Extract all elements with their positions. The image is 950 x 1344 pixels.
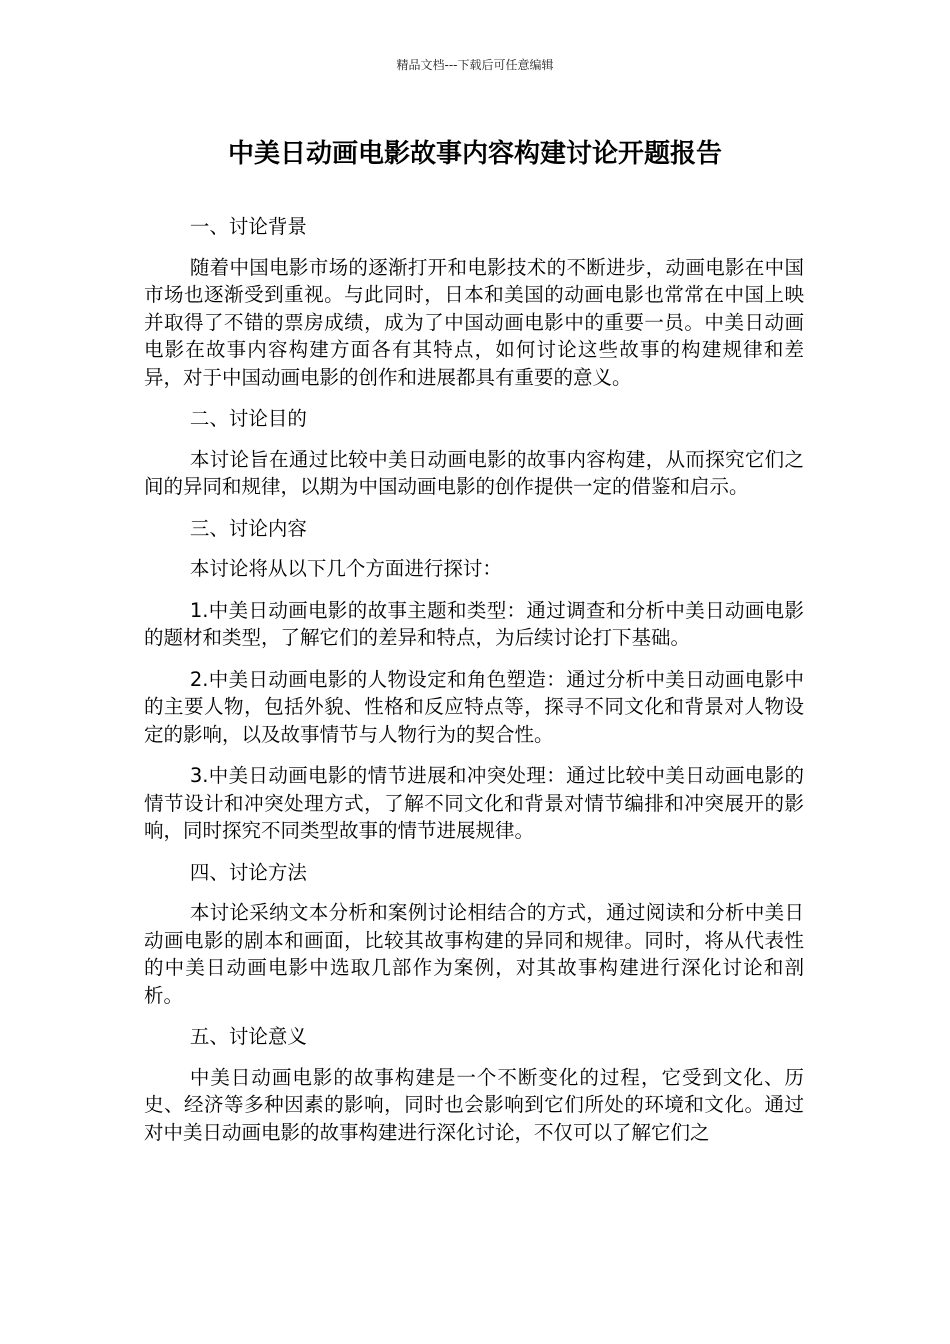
document-body (144, 213, 804, 1160)
section-heading-method: 四、讨论方法 (189, 860, 307, 884)
paragraph-purpose: 本讨论旨在通过比较中美日动画电影的故事内容构建，从而探究它们之间的异同和规律，以期为中国动画电影的创作提供一定的借鉴和启示。 (144, 447, 804, 498)
section-heading-purpose: 二、讨论目的 (189, 407, 307, 430)
list-item-1: 1.中美日动画电影的故事主题和类型：通过调查和分析中美日动画电影的题材和类型，了解它们的差异和特点，为后续讨论打下基础。 (144, 598, 804, 649)
paragraph-significance: 中美日动画电影的故事构建是一个不断变化的过程，它受到文化、历史、经济等多种因素的影响，同时也会影响到它们所处的环境和文化。通过对中美日动画电影的故事构建进行深化讨论，不仅可以了解它们之 (144, 1065, 804, 1144)
section-heading-background: 一、讨论背景 (189, 215, 307, 238)
paragraph-background: 随着中国电影市场的逐渐打开和电影技术的不断进步，动画电影在中国市场也逐渐受到重视。与此同时，日本和美国的动画电影也常常在中国上映并取得了不错的票房成绩，成为了中国动画电影中的重要一员。中美日动画电影在故事内容构建方面各有其特点，如何讨论这些故事的构建规律和差异，对于中国动画电影的创作和进展都具有重要的意义。 (144, 255, 804, 389)
page-header: 精品文档---下载后可任意编辑 (396, 58, 554, 72)
list-item-3: 3.中美日动画电影的情节进展和冲突处理：通过比较中美日动画电影的情节设计和冲突处理方式，了解不同文化和背景对情节编排和冲突展开的影响，同时探究不同类型故事的情节进展规律。 (144, 764, 804, 842)
document-title: 中美日动画电影故事内容构建讨论开题报告 (227, 139, 722, 169)
list-item-2: 2.中美日动画电影的人物设定和角色塑造：通过分析中美日动画电影中的主要人物，包括外貌、性格和反应特点等，探寻不同文化和背景对人物设定的影响，以及故事情节与人物行为的契合性。 (144, 667, 804, 746)
section-heading-significance: 五、讨论意义 (189, 1025, 307, 1048)
paragraph-method: 本讨论采纳文本分析和案例讨论相结合的方式，通过阅读和分析中美日动画电影的剧本和画面，比较其故事构建的异同和规律。同时，将从代表性的中美日动画电影中选取几部作为案例，对其故事构建进行深化讨论和剖析。 (144, 901, 804, 1007)
section-heading-content: 三、讨论内容 (189, 516, 307, 540)
paragraph-content-intro: 本讨论将从以下几个方面进行探讨： (189, 557, 502, 580)
